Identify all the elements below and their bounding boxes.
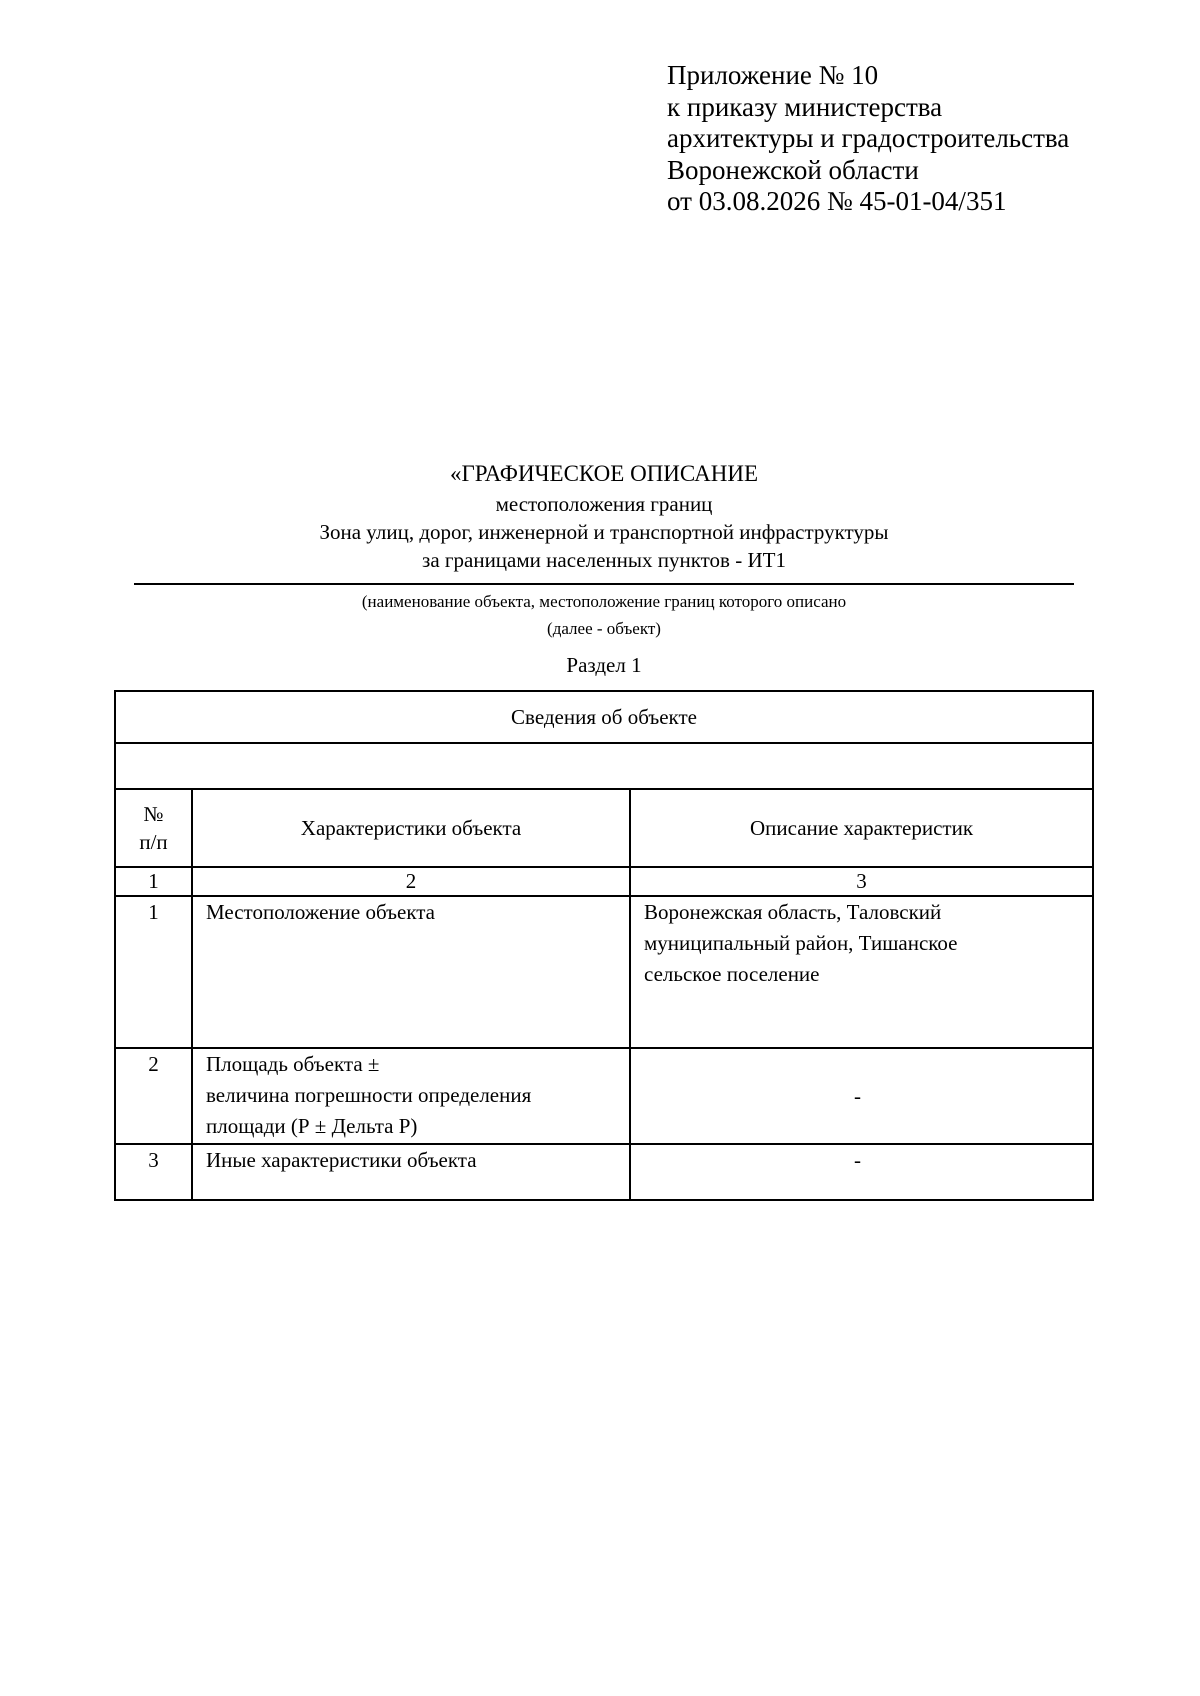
- object-name-caption: [134, 588, 1074, 642]
- appendix-line: Воронежской области: [667, 154, 919, 185]
- row-number: 1: [115, 896, 192, 1048]
- characteristic-line: Площадь объекта ±: [206, 1052, 380, 1076]
- row-description: [630, 1048, 1093, 1144]
- object-name-line: Зона улиц, дорог, инженерной и транспортной инфраструктуры: [319, 520, 889, 544]
- table-row: [115, 1048, 1093, 1144]
- characteristic-line: величина погрешности определения: [206, 1083, 532, 1107]
- description-line: Воронежская область, Таловский: [644, 900, 942, 924]
- row-number: 2: [115, 1048, 192, 1144]
- table-title: Сведения об объекте: [115, 691, 1093, 743]
- description-line: муниципальный район, Тишанское: [644, 931, 958, 955]
- table-title-row: [115, 691, 1093, 743]
- row-description: [630, 896, 1093, 1048]
- column-header-description: Описание характеристик: [630, 789, 1093, 867]
- table-empty-row: [115, 743, 1093, 789]
- object-name-line: за границами населенных пунктов - ИТ1: [422, 548, 786, 572]
- description-line: -: [854, 1148, 861, 1172]
- underline-rule: [134, 583, 1074, 585]
- characteristic-line: площади (Р ± Дельта Р): [206, 1114, 418, 1138]
- column-header-number: [115, 789, 192, 867]
- row-characteristic: [192, 896, 630, 1048]
- table-row: [115, 1144, 1093, 1200]
- appendix-date-line: от 03.08.2026 № 45-01-04/351: [667, 186, 1007, 216]
- column-index: 2: [192, 867, 630, 896]
- document-subtitle: местоположения границ: [495, 492, 713, 516]
- characteristic-line: Иные характеристики объекта: [206, 1148, 477, 1172]
- appendix-line: архитектуры и градостроительства: [667, 123, 1070, 153]
- row-characteristic: [192, 1048, 630, 1144]
- characteristic-line: Местоположение объекта: [206, 900, 436, 924]
- column-header-characteristics: Характеристики объекта: [192, 789, 630, 867]
- caption-line: (наименование объекта, местоположение границ которого описано: [361, 592, 847, 611]
- caption-line: (далее - объект): [547, 619, 661, 638]
- appendix-block: [667, 60, 1069, 218]
- column-index: 3: [630, 867, 1093, 896]
- column-header-number-line: п/п: [139, 830, 168, 854]
- column-index: 1: [115, 867, 192, 896]
- object-info-table: [114, 690, 1094, 1201]
- empty-cell: [115, 743, 1093, 789]
- row-characteristic: [192, 1144, 630, 1200]
- column-index-row: [115, 867, 1093, 896]
- appendix-line: к приказу министерства: [667, 91, 943, 122]
- table-row: [115, 896, 1093, 1048]
- document-header: [134, 458, 1074, 574]
- row-number: 3: [115, 1144, 192, 1200]
- description-line: -: [854, 1083, 861, 1108]
- document-title: «ГРАФИЧЕСКОЕ ОПИСАНИЕ: [449, 461, 758, 486]
- section-heading: Раздел 1: [566, 653, 642, 677]
- row-description: [630, 1144, 1093, 1200]
- appendix-line: Приложение № 10: [667, 60, 879, 90]
- description-line: сельское поселение: [644, 962, 820, 986]
- column-header-number-line: №: [143, 802, 164, 826]
- column-header-row: [115, 789, 1093, 867]
